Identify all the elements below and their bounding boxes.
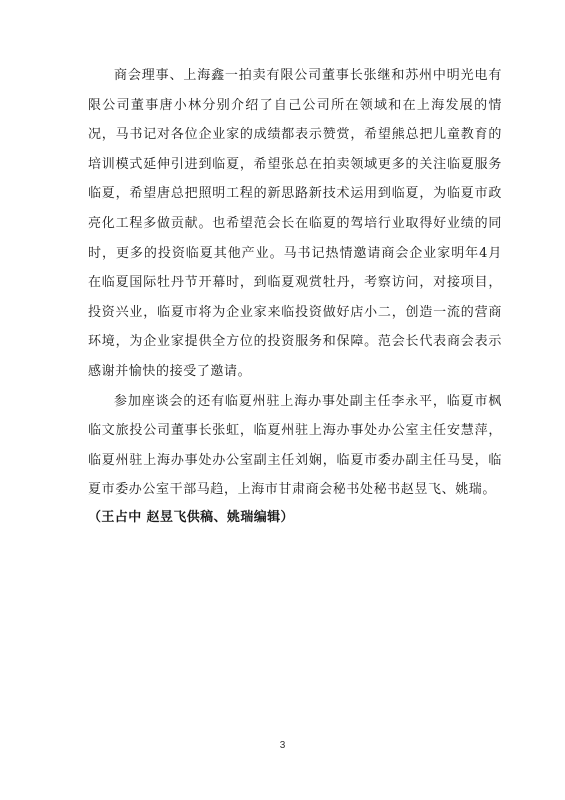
page-number: 3 [279,740,286,751]
article-body [88,61,502,529]
editor-credit: （王占中 赵昱飞供稿、姚瑞编辑） [88,509,294,525]
paragraph-meeting-introductions: 商会理事、上海鑫一拍卖有限公司董事长张继和苏州中明光电有限公司董事唐小林分别介绍了自己公司所在领域和在上海发展的情况，马书记对各位企业家的成绩都表示赞赏，希望熊总把儿童教育的培训模式延伸引进到临夏，希望张总在拍卖领域更多的关注临夏服务临夏，希望唐总把照明工程的新思路新技术运用到临夏，为临夏市政亮化工程多做贡献。也希望范会长在临夏的驾培行业取得好业绩的同时，更多的投资临夏其他产业。马书记热情邀请商会企业家明年4月在临夏国际牡丹节开幕时，到临夏观赏牡丹，考察访问，对接项目，投资兴业，临夏市将为企业家来临投资做好店小二，创造一流的营商环境，为企业家提供全方位的投资服务和保障。范会长代表商会表示感谢并愉快的接受了邀请。 [88,68,502,379]
paragraph-attendees: 参加座谈会的还有临夏州驻上海办事处副主任李永平，临夏市枫临文旅投公司董事长张虹，临夏州驻上海办事处办公室主任安慧萍，临夏州驻上海办事处办公室副主任刘娴，临夏市委办副主任马旻，临夏市委办公室干部马趋，上海市甘肃商会秘书处秘书赵昱飞、姚瑞。 [88,393,502,498]
